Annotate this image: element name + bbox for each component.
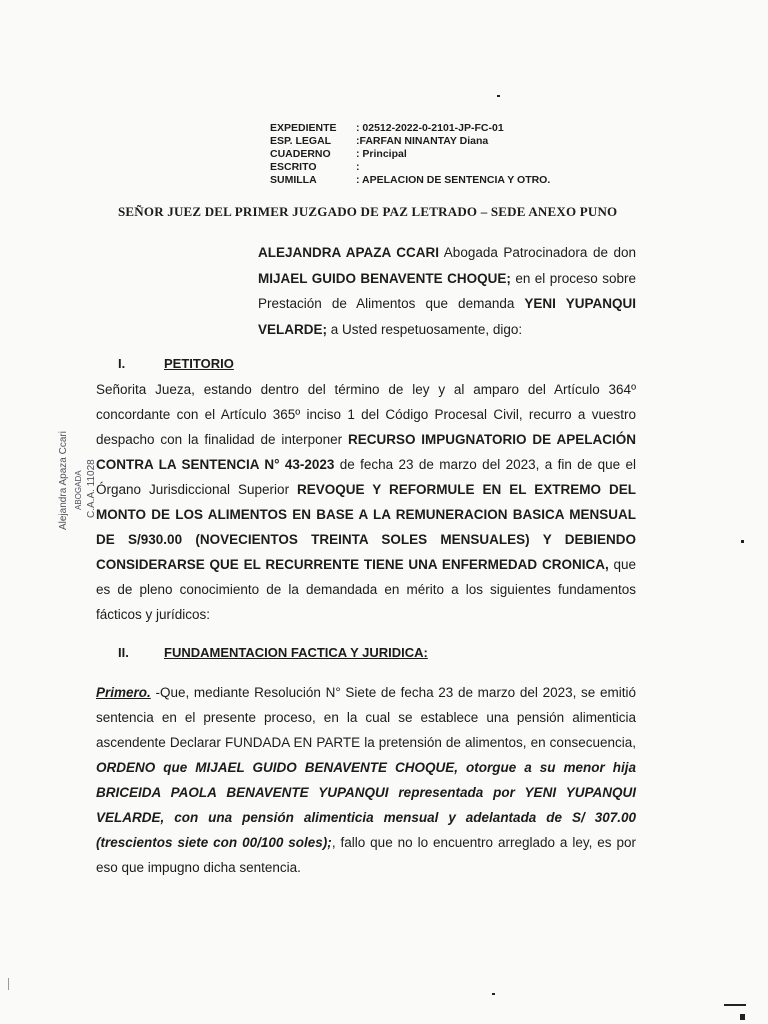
- stamp-title: ABOGADA: [74, 470, 83, 510]
- plaintiff-name: YENI YUPANQUI VELARDE;: [258, 296, 636, 337]
- header-value: : Principal: [356, 148, 407, 160]
- header-row-cuaderno: [270, 148, 550, 161]
- petitorio-emphasis: REVOQUE Y REFORMULE EN EL EXTREMO DEL MONTO DE LOS ALIMENTOS EN BASE A LA REMUNERACION BASICA MENSUAL DE S/930.00 (NOVECIENTOS TREINTA SOLES MENSUALES) Y DEBIENDO CONSIDERARSE QUE EL RECURRENTE TIENE UNA ENFERMEDAD CRONICA,: [96, 482, 636, 572]
- primero-text: , fallo que no lo encuentro arreglado a ley, es por eso que impugno dicha sentencia.: [96, 835, 636, 875]
- header-value: : APELACION DE SENTENCIA Y OTRO.: [356, 174, 551, 186]
- header-value: :: [356, 161, 360, 173]
- scan-speck: [724, 1004, 746, 1006]
- client-name: MIJAEL GUIDO BENAVENTE CHOQUE;: [258, 270, 511, 286]
- lawyer-stamp: [38, 398, 98, 538]
- scan-speck: [740, 1014, 745, 1020]
- intro-paragraph: [258, 240, 636, 342]
- intro-text: a Usted respetuosamente, digo:: [327, 321, 523, 337]
- header-key: SUMILLA: [270, 174, 317, 186]
- scan-speck: [497, 95, 500, 97]
- lawyer-name: ALEJANDRA APAZA CCARI: [258, 245, 440, 260]
- scan-speck: [8, 978, 9, 990]
- section-title: FUNDAMENTACION FACTICA Y JURIDICA:: [164, 645, 428, 660]
- header-value: :FARFAN NINANTAY Diana: [356, 135, 489, 147]
- header-row-sumilla: [270, 174, 550, 187]
- header-row-escrito: [270, 161, 550, 174]
- header-key: CUADERNO: [270, 148, 331, 160]
- petitorio-paragraph: [96, 377, 636, 627]
- stamp-registration: C.A.A. 11028: [86, 459, 97, 518]
- section-fundamentacion-title: [118, 645, 428, 660]
- petitorio-text: que es de pleno conocimiento de la demandada en mérito a los siguientes fundamentos fácticos y jurídicos:: [96, 557, 636, 622]
- petitorio-text: Señorita Jueza, estando dentro del término de ley y al amparo del Artículo 364º concordante con el Artículo 365º inciso 1 del Código Procesal Civil, recurro a vuestro despacho con la finalidad de interponer: [96, 382, 636, 447]
- addressee: SEÑOR JUEZ DEL PRIMER JUZGADO DE PAZ LETRADO – SEDE ANEXO PUNO: [118, 204, 618, 219]
- primero-emphasis: ORDENO que MIJAEL GUIDO BENAVENTE CHOQUE, otorgue a su menor hija BRICEIDA PAOLA BENAVENTE YUPANQUI representada por YENI YUPANQUI VELARDE, con una pensión alimenticia mensual y adelantada de S/ 307.00 (trescientos siete con 00/100 soles);: [96, 760, 636, 850]
- primero-text: -Que, mediante Resolución N° Siete de fecha 23 de marzo del 2023, se emitió sentencia en el presente proceso, en la cual se establece una pensión alimenticia ascendente Declarar FUNDADA EN PARTE la pretensión de alimentos, en consecuencia,: [96, 685, 636, 750]
- header-row-expediente: [270, 122, 550, 135]
- case-header: [270, 122, 550, 187]
- section-number: I.: [118, 356, 126, 371]
- header-row-esp-legal: [270, 135, 550, 148]
- section-title: PETITORIO: [164, 356, 234, 371]
- intro-text: en el proceso sobre Prestación de Alimentos que demanda: [258, 270, 636, 311]
- primero-label: Primero.: [96, 685, 151, 700]
- header-key: EXPEDIENTE: [270, 122, 337, 134]
- petitorio-text: de fecha 23 de marzo del 2023, a fin de que el Órgano Jurisdiccional Superior: [96, 457, 636, 497]
- header-key: ESP. LEGAL: [270, 135, 332, 147]
- petitorio-emphasis: RECURSO IMPUGNATORIO DE APELACIÓN CONTRA LA SENTENCIA N° 43-2023: [96, 432, 636, 472]
- intro-text: Abogada Patrocinadora de don: [439, 245, 636, 260]
- primero-paragraph: [96, 680, 636, 880]
- section-petitorio-title: [118, 356, 234, 371]
- section-number: II.: [118, 645, 129, 660]
- header-key: ESCRITO: [270, 161, 317, 173]
- scan-speck: [492, 993, 495, 995]
- stamp-name: Alejandra Apaza Ccari: [58, 431, 69, 530]
- scan-speck: [741, 540, 744, 543]
- header-value: : 02512-2022-0-2101-JP-FC-01: [356, 122, 504, 134]
